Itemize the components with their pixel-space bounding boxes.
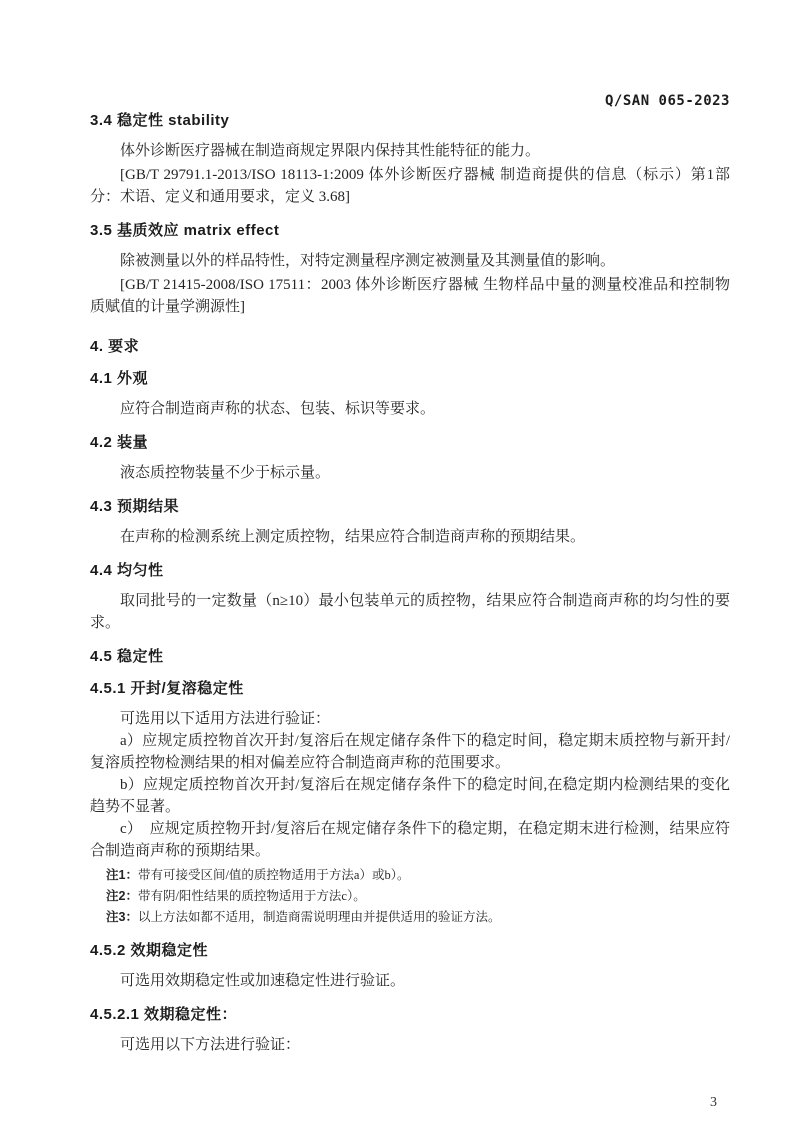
document-number: Q/SAN 065-2023: [604, 93, 730, 109]
paragraph-3-5-reference: [GB/T 21415-2008/ISO 17511：2003 体外诊断医疗器械 生物样品中量的测量校准品和控制物质赋值的计量学溯源性]: [90, 277, 730, 315]
heading-4-5: 4.5 稳定性: [90, 648, 164, 665]
heading-3-5: 3.5 基质效应 matrix effect: [90, 222, 280, 239]
paragraph-4-4: 取同批号的一定数量（n≥10）最小包装单元的质控物，结果应符合制造商声称的均匀性的要求。: [90, 593, 730, 631]
paragraph-4-5-1-item-c: c） 应规定质控物开封/复溶后在规定储存条件下的稳定期，在稳定期末进行检测，结果应符合制造商声称的预期结果。: [90, 821, 730, 859]
paragraph-4-1: 应符合制造商声称的状态、包装、标识等要求。: [120, 401, 436, 417]
paragraph-4-5-2-1: 可选用以下方法进行验证：: [120, 1037, 301, 1053]
paragraph-4-5-1-intro: 可选用以下适用方法进行验证：: [120, 711, 331, 727]
heading-4-1: 4.1 外观: [90, 370, 149, 387]
heading-4-5-2-1: 4.5.2.1 效期稳定性：: [90, 1006, 238, 1023]
page-number: 3: [710, 1095, 717, 1110]
heading-4-2: 4.2 装量: [90, 434, 149, 451]
heading-4-4: 4.4 均匀性: [90, 562, 164, 579]
heading-4-5-2: 4.5.2 效期稳定性: [90, 942, 209, 959]
note-3-text: 以上方法如都不适用，制造商需说明理由并提供适用的验证方法。: [137, 910, 501, 924]
heading-4: 4. 要求: [90, 338, 140, 355]
heading-3-4: 3.4 稳定性 stability: [90, 112, 230, 129]
paragraph-4-2: 液态质控物装量不少于标示量。: [120, 465, 331, 481]
heading-4-3: 4.3 预期结果: [90, 498, 180, 515]
paragraph-3-4-definition: 体外诊断医疗器械在制造商规定界限内保持其性能特征的能力。: [120, 143, 541, 159]
heading-4-5-1: 4.5.1 开封/复溶稳定性: [90, 680, 244, 697]
note-3: [90, 907, 730, 928]
note-2: [90, 886, 730, 907]
note-1-label: 注1：: [106, 868, 138, 882]
note-2-label: 注2：: [106, 889, 138, 903]
note-1-text: 带有可接受区间/值的质控物适用于方法a）或b）。: [137, 868, 410, 882]
note-3-label: 注3：: [106, 910, 138, 924]
paragraph-4-3: 在声称的检测系统上测定质控物，结果应符合制造商声称的预期结果。: [120, 529, 586, 545]
notes-block: [90, 865, 730, 928]
paragraph-4-5-2: 可选用效期稳定性或加速稳定性进行验证。: [120, 973, 406, 989]
paragraph-3-4-reference: [GB/T 29791.1-2013/ISO 18113-1:2009 体外诊断医疗器械 制造商提供的信息（标示）第1部分：术语、定义和通用要求，定义 3.68]: [90, 167, 730, 205]
paragraph-3-5-definition: 除被测量以外的样品特性，对特定测量程序测定被测量及其测量值的影响。: [120, 253, 616, 269]
document-content: [90, 92, 730, 1056]
note-1: [90, 865, 730, 886]
paragraph-4-5-1-item-a: a）应规定质控物首次开封/复溶后在规定储存条件下的稳定时间，稳定期末质控物与新开封/复溶质控物检测结果的相对偏差应符合制造商声称的范围要求。: [90, 733, 730, 771]
note-2-text: 带有阴/阳性结果的质控物适用于方法c）。: [137, 889, 366, 903]
paragraph-4-5-1-item-b: b）应规定质控物首次开封/复溶后在规定储存条件下的稳定时间,在稳定期内检测结果的变化趋势不显著。: [90, 777, 730, 815]
